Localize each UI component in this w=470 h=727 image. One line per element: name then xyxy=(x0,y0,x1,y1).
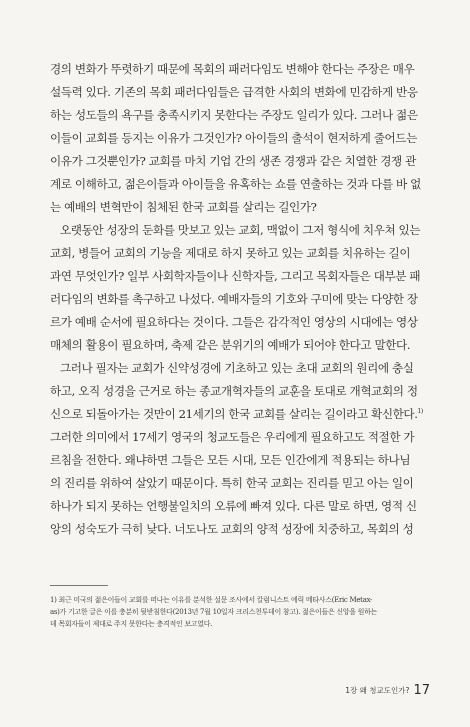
body-line: 이유가 그것뿐인가? 교회를 마치 기업 간의 생존 경쟁과 같은 치열한 경쟁 관 xyxy=(50,154,416,168)
body-line: 르가 예배 순서에 필요하다는 것이다. 그들은 감각적인 영상의 시대에는 영상 xyxy=(50,315,418,329)
body-line: 과연 무엇인가? 일부 사회학자들이나 신학자들, 그리고 목회자들은 대부분 패 xyxy=(50,269,421,283)
footnote-divider xyxy=(50,585,108,586)
footnote-line: 1) 최근 미국의 젊은이들이 교회를 떠나는 이유를 분석한 설문 조사에서 칼럼니스트 에릭 메타사스(Eric Metax- xyxy=(50,596,373,604)
body-line-text: 신으로 되돌아가는 것만이 21세기의 한국 교회를 살리는 길이라고 확신한다. xyxy=(50,407,418,421)
body-line: 그러한 의미에서 17세기 영국의 청교도들은 우리에게 필요하고도 적절한 가 xyxy=(50,430,415,444)
body-line: 는 예배의 변혁만이 침체된 한국 교회를 살리는 길인가? xyxy=(50,200,317,214)
page-folio xyxy=(345,680,430,699)
body-line: 르침을 전한다. 왜냐하면 그들은 모든 시대, 모든 인간에게 적용되는 하나님 xyxy=(50,453,411,467)
body-line: 하고, 오직 성경을 근거로 하는 종교개혁자들의 교훈을 토대로 개혁교회의 정 xyxy=(50,384,418,398)
body-line-with-footnote-ref xyxy=(50,407,428,421)
body-line: 앙의 성숙도가 극히 낮다. 너도나도 교회의 양적 성장에 치중하고, 목회의 성 xyxy=(50,522,414,536)
body-line: 경의 변화가 뚜렷하기 때문에 목회의 패러다임도 변해야 한다는 주장은 매우 xyxy=(50,62,415,76)
running-footer-chapter: 1장 왜 청교도인가? xyxy=(345,686,410,695)
body-line: 하나가 되지 못하는 언행불일치의 오류에 빠져 있다. 다른 말로 하면, 영적 신 xyxy=(50,499,417,513)
body-line: 의 진리를 위하여 살았기 때문이다. 특히 한국 교회는 진리를 믿고 아는 일이 xyxy=(50,476,414,490)
footnote-reference: 1) xyxy=(417,408,423,416)
body-line: 교회, 병들어 교회의 기능을 제대로 하지 못하고 있는 교회를 치유하는 길이 xyxy=(50,246,411,260)
body-line: 매체의 활용이 필요하며, 축제 같은 분위기의 예배가 되어야 한다고 말한다. xyxy=(50,338,411,352)
body-line: 러다임의 변화를 촉구하고 나섰다. 예배자들의 기호와 구미에 맞는 다양한 장 xyxy=(50,292,418,306)
body-line: 오랫동안 성장의 둔화를 맛보고 있는 교회, 맥없이 그저 형식에 치우쳐 있는 xyxy=(60,223,421,237)
body-line: 하는 성도들의 욕구를 충족시키지 못한다는 주장도 일리가 있다. 그러나 젊은 xyxy=(50,108,418,122)
body-line: 계로 이해하고, 젊은이들과 아이들을 유혹하는 쇼를 연출하는 것과 다를 바 없 xyxy=(50,177,421,191)
footnote-line: as)가 기고한 글은 이를 충분히 뒷받침한다(2013년 7월 10일자 크리스천투데이 참고). 젊은이들은 신앙을 원하는 xyxy=(50,608,378,616)
body-line: 이들이 교회를 등지는 이유가 그것인가? 아이들의 출석이 현저하게 줄어드는 xyxy=(50,131,417,145)
body-line: 그러나 필자는 교회가 신약성경에 기초하고 있는 초대 교회의 원리에 충실 xyxy=(60,361,414,375)
page-number: 17 xyxy=(413,683,430,698)
footnote-line: 데 목회자들이 제대로 주지 못한다는 충격적인 보고였다. xyxy=(50,620,213,628)
body-line: 설득력 있다. 기존의 목회 패러다임들은 급격한 사회의 변화에 민감하게 반응 xyxy=(50,85,418,99)
